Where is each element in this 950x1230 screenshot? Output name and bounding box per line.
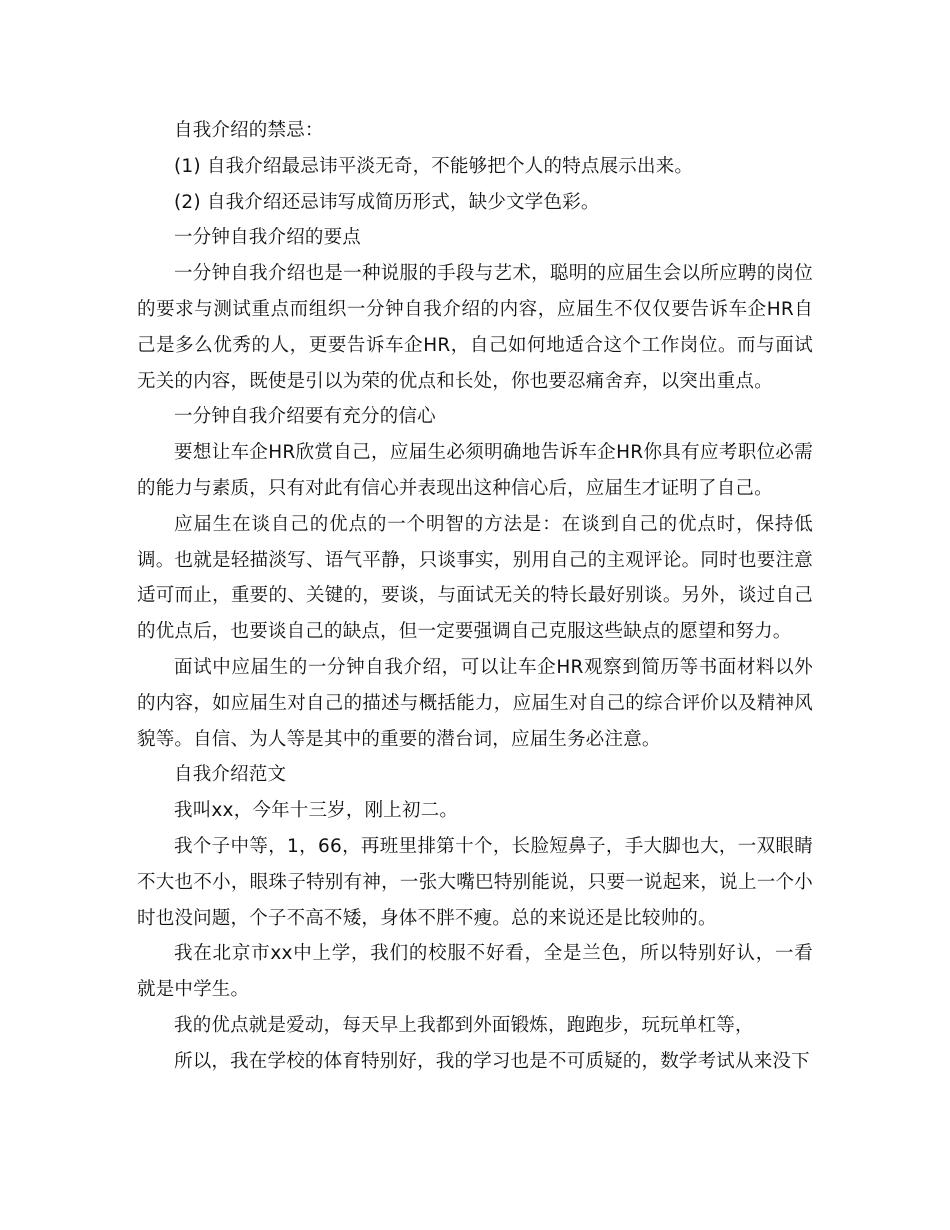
body-paragraph: 一分钟自我介绍也是一种说服的手段与艺术，聪明的应届生会以所应聘的岗位的要求与测试重点而组织一分钟自我介绍的内容，应届生不仅仅要告诉车企HR自己是多么优秀的人，更要告诉车企HR，自己如何地适合这个工作岗位。而与面试无关的内容，既使是引以为荣的优点和长处，你也要忍痛舍弃，以突出重点。 <box>137 263 813 392</box>
heading-key-points: 一分钟自我介绍的要点 <box>174 227 362 249</box>
body-paragraph: 我的优点就是爱动，每天早上我都到外面锻炼，跑跑步，玩玩单杠等， <box>174 1014 754 1036</box>
body-paragraph: 我叫xx，今年十三岁，刚上初二。 <box>174 800 459 822</box>
body-paragraph: 我在北京市xx中上学，我们的校服不好看，全是兰色，所以特别好认，一看就是中学生。 <box>137 943 813 1001</box>
body-paragraph: 所以，我在学校的体育特别好，我的学习也是不可质疑的，数学考试从来没下 <box>174 1050 810 1072</box>
body-paragraph: 面试中应届生的一分钟自我介绍，可以让车企HR观察到简历等书面材料以外的内容，如应届生对自己的描述与概括能力，应届生对自己的综合评价以及精神风貌等。自信、为人等是其中的重要的潜台词，应届生务必注意。 <box>137 656 813 750</box>
list-item: (2) 自我介绍还忌讳写成简历形式，缺少文学色彩。 <box>174 191 600 213</box>
list-item: (1) 自我介绍最忌讳平淡无奇，不能够把个人的特点展示出来。 <box>174 155 694 177</box>
document-body <box>137 113 813 1080</box>
heading-sample: 自我介绍范文 <box>174 764 287 786</box>
body-paragraph: 要想让车企HR欣赏自己，应届生必须明确地告诉车企HR你具有应考职位必需的能力与素质，只有对此有信心并表现出这种信心后，应届生才证明了自己。 <box>137 442 813 499</box>
heading-confidence: 一分钟自我介绍要有充分的信心 <box>174 406 436 428</box>
heading-taboos: 自我介绍的禁忌： <box>174 120 324 141</box>
body-paragraph: 我个子中等，1，66，再班里排第十个，长脸短鼻子，手大脚也大，一双眼睛不大也不小，眼珠子特别有神，一张大嘴巴特别能说，只要一说起来，说上一个小时也没问题，个子不高不矮，身体不胖不瘦。总的来说还是比较帅的。 <box>137 835 813 929</box>
body-paragraph: 应届生在谈自己的优点的一个明智的方法是：在谈到自己的优点时，保持低调。也就是轻描淡写、语气平静，只谈事实，别用自己的主观评论。同时也要注意适可而止，重要的、关键的，要谈，与面试无关的特长最好别谈。另外，谈过自己的优点后，也要谈自己的缺点，但一定要强调自己克服这些缺点的愿望和努力。 <box>137 513 813 643</box>
